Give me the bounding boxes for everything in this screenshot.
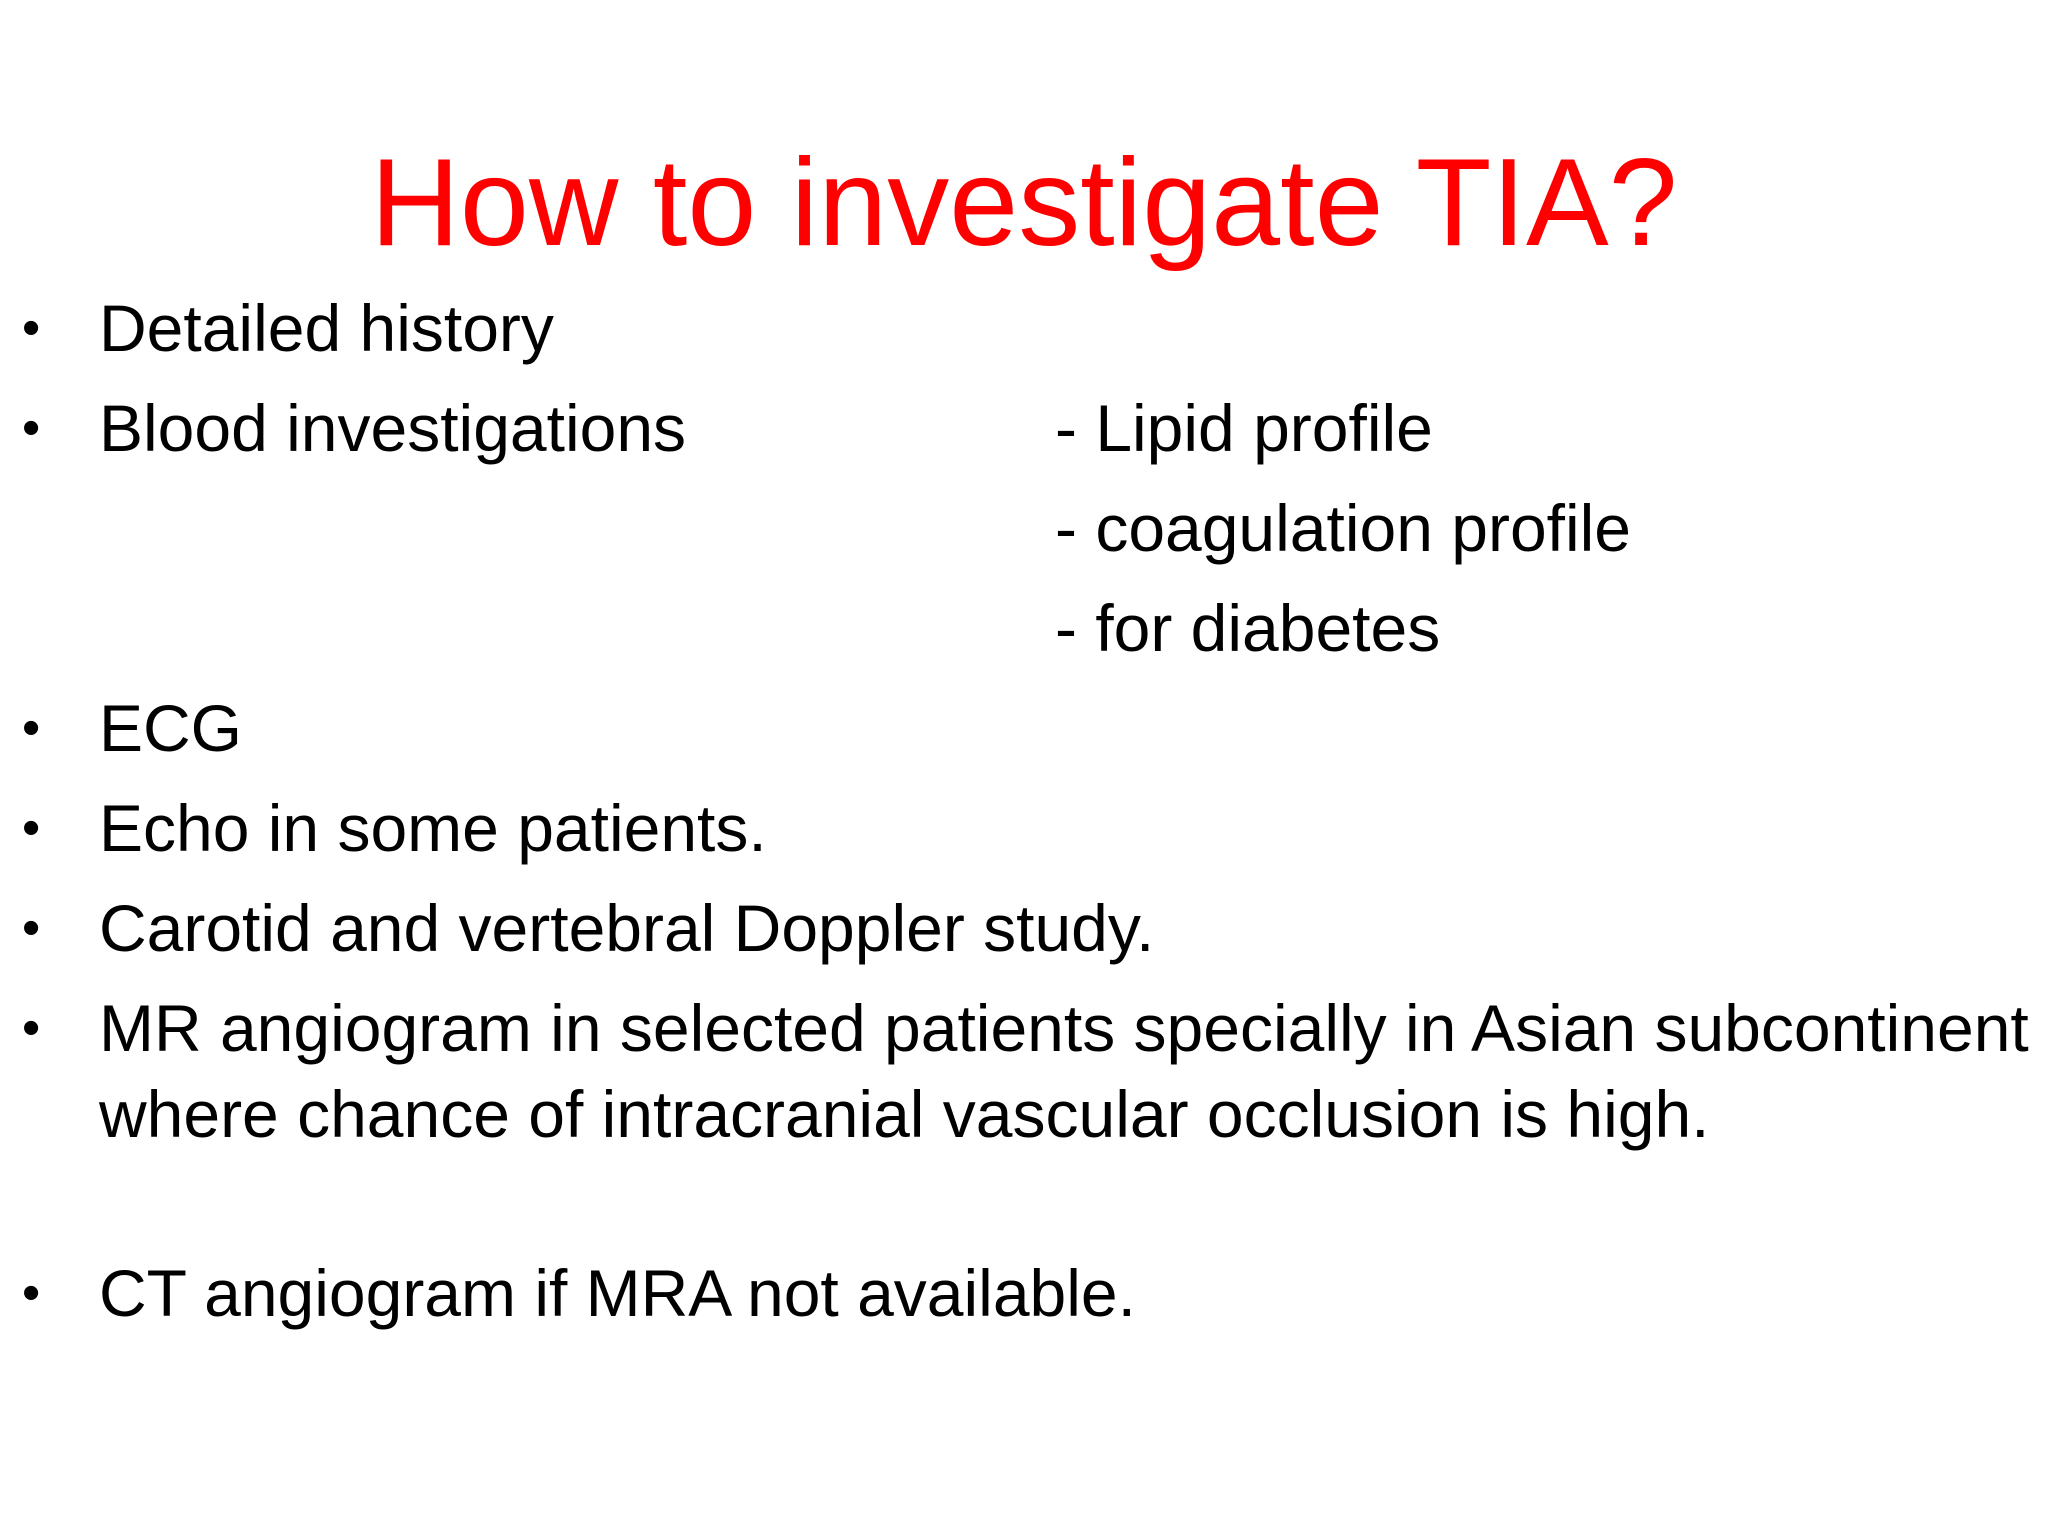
bullet-dot: • (22, 899, 41, 957)
slide-title: How to investigate TIA? (370, 134, 1678, 272)
bullet-text: Detailed history (99, 291, 554, 365)
bullet-dot: • (22, 799, 41, 857)
bullet-text: ECG (99, 691, 243, 765)
bullet-text: CT angiogram if MRA not available. (99, 1256, 1136, 1330)
bullet-text: Blood investigations (99, 391, 687, 465)
blood-sub-item-lipid: - Lipid profile (1055, 391, 1433, 465)
bullet-dot: • (22, 299, 41, 357)
bullet-dot: • (22, 399, 41, 457)
bullet-text: Carotid and vertebral Doppler study. (99, 891, 1155, 965)
bullet-dot: • (22, 1264, 41, 1322)
bullet-text: Echo in some patients. (99, 791, 767, 865)
blood-sub-item-coagulation: - coagulation profile (1055, 491, 1632, 565)
bullet-dot: • (22, 999, 41, 1057)
bullet-text: MR angiogram in selected patients specially in Asian subcontinent where chance of intracranial vascular occlusion is high. (99, 991, 2029, 1151)
bullet-dot: • (22, 699, 41, 757)
blood-sub-item-diabetes: - for diabetes (1055, 591, 1441, 665)
